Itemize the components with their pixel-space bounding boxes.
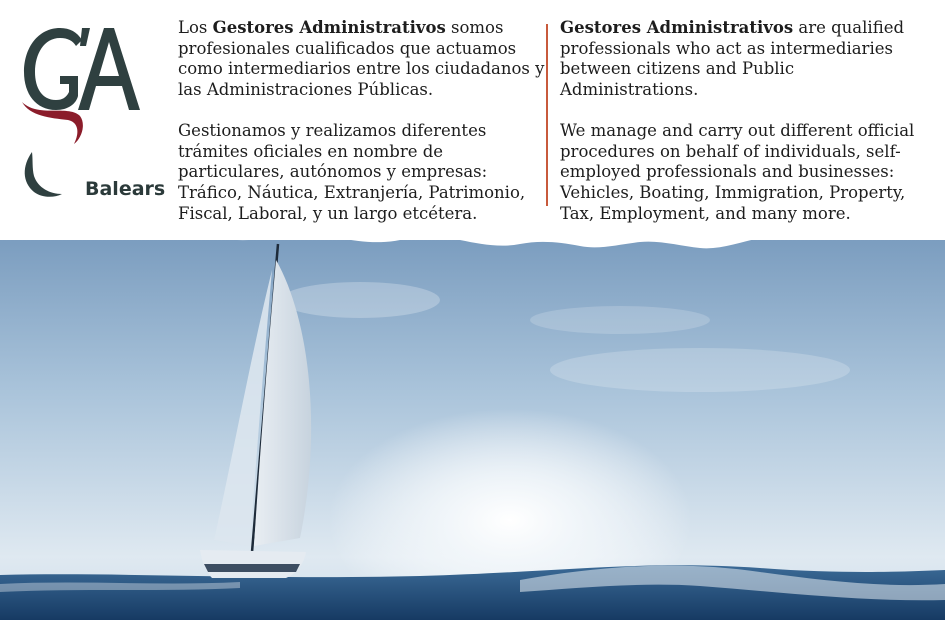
spanish-intro: Los (178, 18, 213, 37)
english-p1-body: are qualified professionals who act as intermediaries between citizens and Public Administrations. (560, 18, 905, 100)
spanish-p1-body: somos profesionales cualificados que actuamos como intermediarios entre los ciudadanos y las Administraciones Públicas. (178, 18, 545, 100)
spanish-column (178, 18, 546, 224)
ga-logo (16, 20, 166, 205)
column-divider (546, 24, 548, 206)
spanish-paragraph-1 (178, 18, 546, 101)
logo-region-text: Balears (85, 178, 166, 200)
spanish-bold-title: Gestores Administrativos (212, 18, 446, 37)
english-paragraph-1 (560, 18, 930, 101)
header-section (0, 0, 945, 240)
spanish-paragraph-2: Gestionamos y realizamos diferentes trámites oficiales en nombre de particulares, autónomos y empresas: Tráfico, Náutica, Extranjería, Patrimonio, Fiscal, Laboral, y un largo etcétera. (178, 120, 526, 223)
english-column (560, 18, 930, 224)
english-paragraph-2: We manage and carry out different official procedures on behalf of individuals, self-employed professionals and businesses: Vehicles, Boating, Immigration, Property, Tax, Employment, and many more. (560, 120, 915, 223)
english-bold-title: Gestores Administrativos (560, 18, 794, 37)
